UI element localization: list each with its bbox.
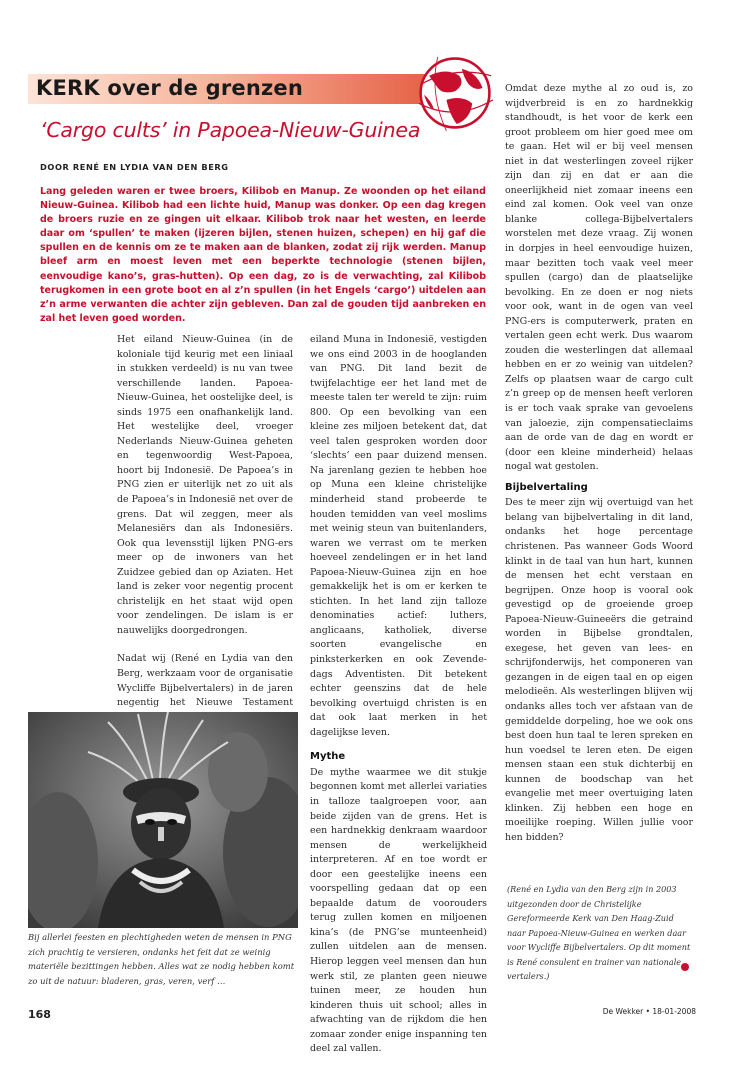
subhead-bijbelvertaling: Bijbelvertaling: [505, 481, 588, 493]
article-headline: ‘Cargo cults’ in Papoea-Nieuw-Guinea: [40, 118, 421, 142]
article-photo: [28, 712, 298, 928]
column-3: [505, 82, 693, 845]
publication-footer: De Wekker • 18-01-2008: [602, 1007, 696, 1016]
byline: DOOR RENÉ EN LYDIA VAN DEN BERG: [40, 162, 229, 172]
column-3-paragraph-1: Omdat deze mythe al zo oud is, zo wijdverbreid is en zo hardnekkig standhoudt, is het voor de kerk een groot probleem om hier goed mee om te gaan. Het wil er bij veel mensen niet in dat westerlingen zoveel rijker zijn dan zij en dat er aan die oneerlijkheid niet zomaar ineens een eind zal komen. Ook veel van onze blanke collega-Bijbelvertalers worstelen met deze vraag. Zij wonen in dorpjes in heel eenvoudige huizen, maar bezitten toch vaak veel meer spullen (cargo) dan de plaatselijke bevolking. En ze doen er nog niets voor ook, want in de ogen van veel PNG-ers is computerwerk, praten en vertalen geen echt werk. Dus waarom zouden die westerlingen dat allemaal hebben en er zo weinig van uitdelen? Zelfs op plaatsen waar de cargo cult z’n greep op de mensen heeft verloren is er toch vaak sprake van gevoelens van jaloezie, zijn compensatieclaims aan de orde van de dag en wordt er (door een kleine minderheid) helaas nogal wat gestolen.: [505, 83, 693, 473]
subhead-mythe: Mythe: [310, 751, 346, 763]
author-note: (René en Lydia van den Berg zijn in 2003 uitgezonden door de Christelijke Gereformeerde Kerk van Den Haag-Zuid naar Papoea-Nieuw-Guinea en werken daar voor Wycliffe Bijbelvertalers. Op dit moment is René consulent en trainer van nationale vertalers.): [507, 884, 691, 981]
column-1: [117, 333, 293, 740]
column-2-paragraph-1: eiland Muna in Indonesië, vestigden we ons eind 2003 in de hooglanden van PNG. Dit land bezit de twijfelachtige eer het land met de meeste talen ter wereld te zijn: ruim 800. Op een bevolking van een kleine zes miljoen betekent dat, dat veel talen gesproken worden door ‘slechts’ een paar duizend mensen. Na jarenlang gezien te hebben hoe op Muna een kleine christelijke minderheid stand probeerde te houden temidden van veel moslims met weinig steun van buitenlanders, waren we verrast om te merken hoeveel zendelingen er in het land Papoea-Nieuw-Guinea zijn en hoe gemakkelijk het is om er kerken te stichten. In het land zijn talloze denominaties actief: luthers, anglicaans, katholiek, diverse soorten evangelische en pinksterkerken en ook Zevende-dags Adventisten. Dit betekent echter geenszins dat de hele bevolking overtuigd christen is en dat ook laat merken in het dagelijkse leven.: [310, 334, 487, 738]
globe-icon: [412, 50, 498, 136]
photo-caption: Bij allerlei feesten en plechtigheden weten de mensen in PNG zich prachtig te versieren, ondanks het feit dat ze weinig materiële bezittingen hebben. Alles wat ze nodig hebben komt zo uit de natuur: bladeren, gras, veren, verf …: [28, 932, 295, 986]
column-1-paragraph-2: Nadat wij (René en Lydia van den Berg, werkzaam voor de organisatie Wycliffe Bijbelvertalers) in de jaren negentig het Nieuwe Testament: [117, 653, 293, 709]
column-2: [310, 333, 487, 1057]
section-title: KERK over de grenzen: [36, 76, 303, 100]
column-1-paragraph-1: Het eiland Nieuw-Guinea (in de koloniale tijd keurig met een liniaal in stukken verdeeld) is nu van twee verschillende landen. Papoea-Nieuw-Guinea, het oostelijke deel, is sinds 1975 een onafhankelijk land. Het westelijke deel, vroeger Nederlands Nieuw-Guinea geheten en tegenwoordig West-Papoea, hoort bij Indonesië. De Papoea’s in PNG zien er uiterlijk net zo uit als de Papoea’s in Indonesië net over de grens. Dat wil zeggen, meer als Melanesiërs dan als Indonesiërs. Ook qua levensstijl lijken PNG-ers meer op de inwoners van het Zuidzee gebied dan op Aziaten. Het land is zeker voor negentig procent christelijk en het staat wijd open voor zendelingen. De islam is er nauwelijks doorgedrongen.: [117, 334, 293, 636]
column-2-paragraph-2: De mythe waarmee we dit stukje begonnen komt met allerlei variaties in talloze taalgroepen voor, aan beide zijden van de grens. Het is een hardnekkig denkraam waardoor mensen de werkelijkheid interpreteren. Af en toe wordt er door een geestelijke ineens een voorspelling gedaan dat op een bepaalde datum de voorouders terug zullen komen en miljoenen kina’s (de PNG’se munteenheid) zullen uitdelen aan de mensen. Hierop leggen veel mensen dan hun werk stil, ze planten geen nieuwe tuinen meer, ze houden hun kinderen thuis uit school; alles in afwachting van de rijkdom die hen zomaar zonder enige inspanning ten deel zal vallen.: [310, 766, 487, 1055]
intro-paragraph: Lang geleden waren er twee broers, Kilibob en Manup. Ze woonden op het eiland Nieuw-Guinea. Kilibob had een lichte huid, Manup was donker. Op een dag kregen de broers ruzie en ze gingen uit elkaar. Kilibob trok naar het westen, en leerde daar om ‘spullen’ te maken (ijzeren bijlen, stenen huizen, schepen) en hij gaf die spullen en de kennis om ze te maken aan de blanken, zodat zij rijk werden. Manup bleef arm en moest leven met een beperkte technologie (stenen bijlen, eenvoudige kano’s, gras-hutten). Op een dag, zo is de verwachting, zal Kilibob terugkomen in een grote boot en al z’n spullen (in het Engels ‘cargo’) uitdelen aan z’n arme verwanten die achter zijn gebleven. Dan zal de gouden tijd aanbreken en zal het leven goed worden.: [40, 186, 486, 324]
column-3-paragraph-2: Des te meer zijn wij overtuigd van het belang van bijbelvertaling in dit land, ondanks het hoge percentage christenen. Pas wanneer Gods Woord klinkt in de taal van hun hart, kunnen de mensen het echt verstaan en begrijpen. Onze hoop is vooral ook gevestigd op de groeiende groep Papoea-Nieuw-Guineeërs die getraind worden in Bijbelse grondtalen, exegese, het geven van lees- en schrijfonderwijs, het componeren van gezangen in de eigen taal en op eigen melodieën. Als westerlingen blijven wij ondanks alles toch ver afstaan van de gemiddelde dorpeling, hoe we ook ons best doen hun taal te leren spreken en hun voedsel te leren eten. De eigen mensen staan een stuk dichterbij en kunnen de boodschap van het evangelie met meer overtuiging laten klinken. Zij hebben een hoge en moeilijke roeping. Willen jullie voor hen bidden?: [505, 497, 693, 843]
page-number: 168: [28, 1008, 51, 1021]
end-bullet: [681, 963, 689, 971]
